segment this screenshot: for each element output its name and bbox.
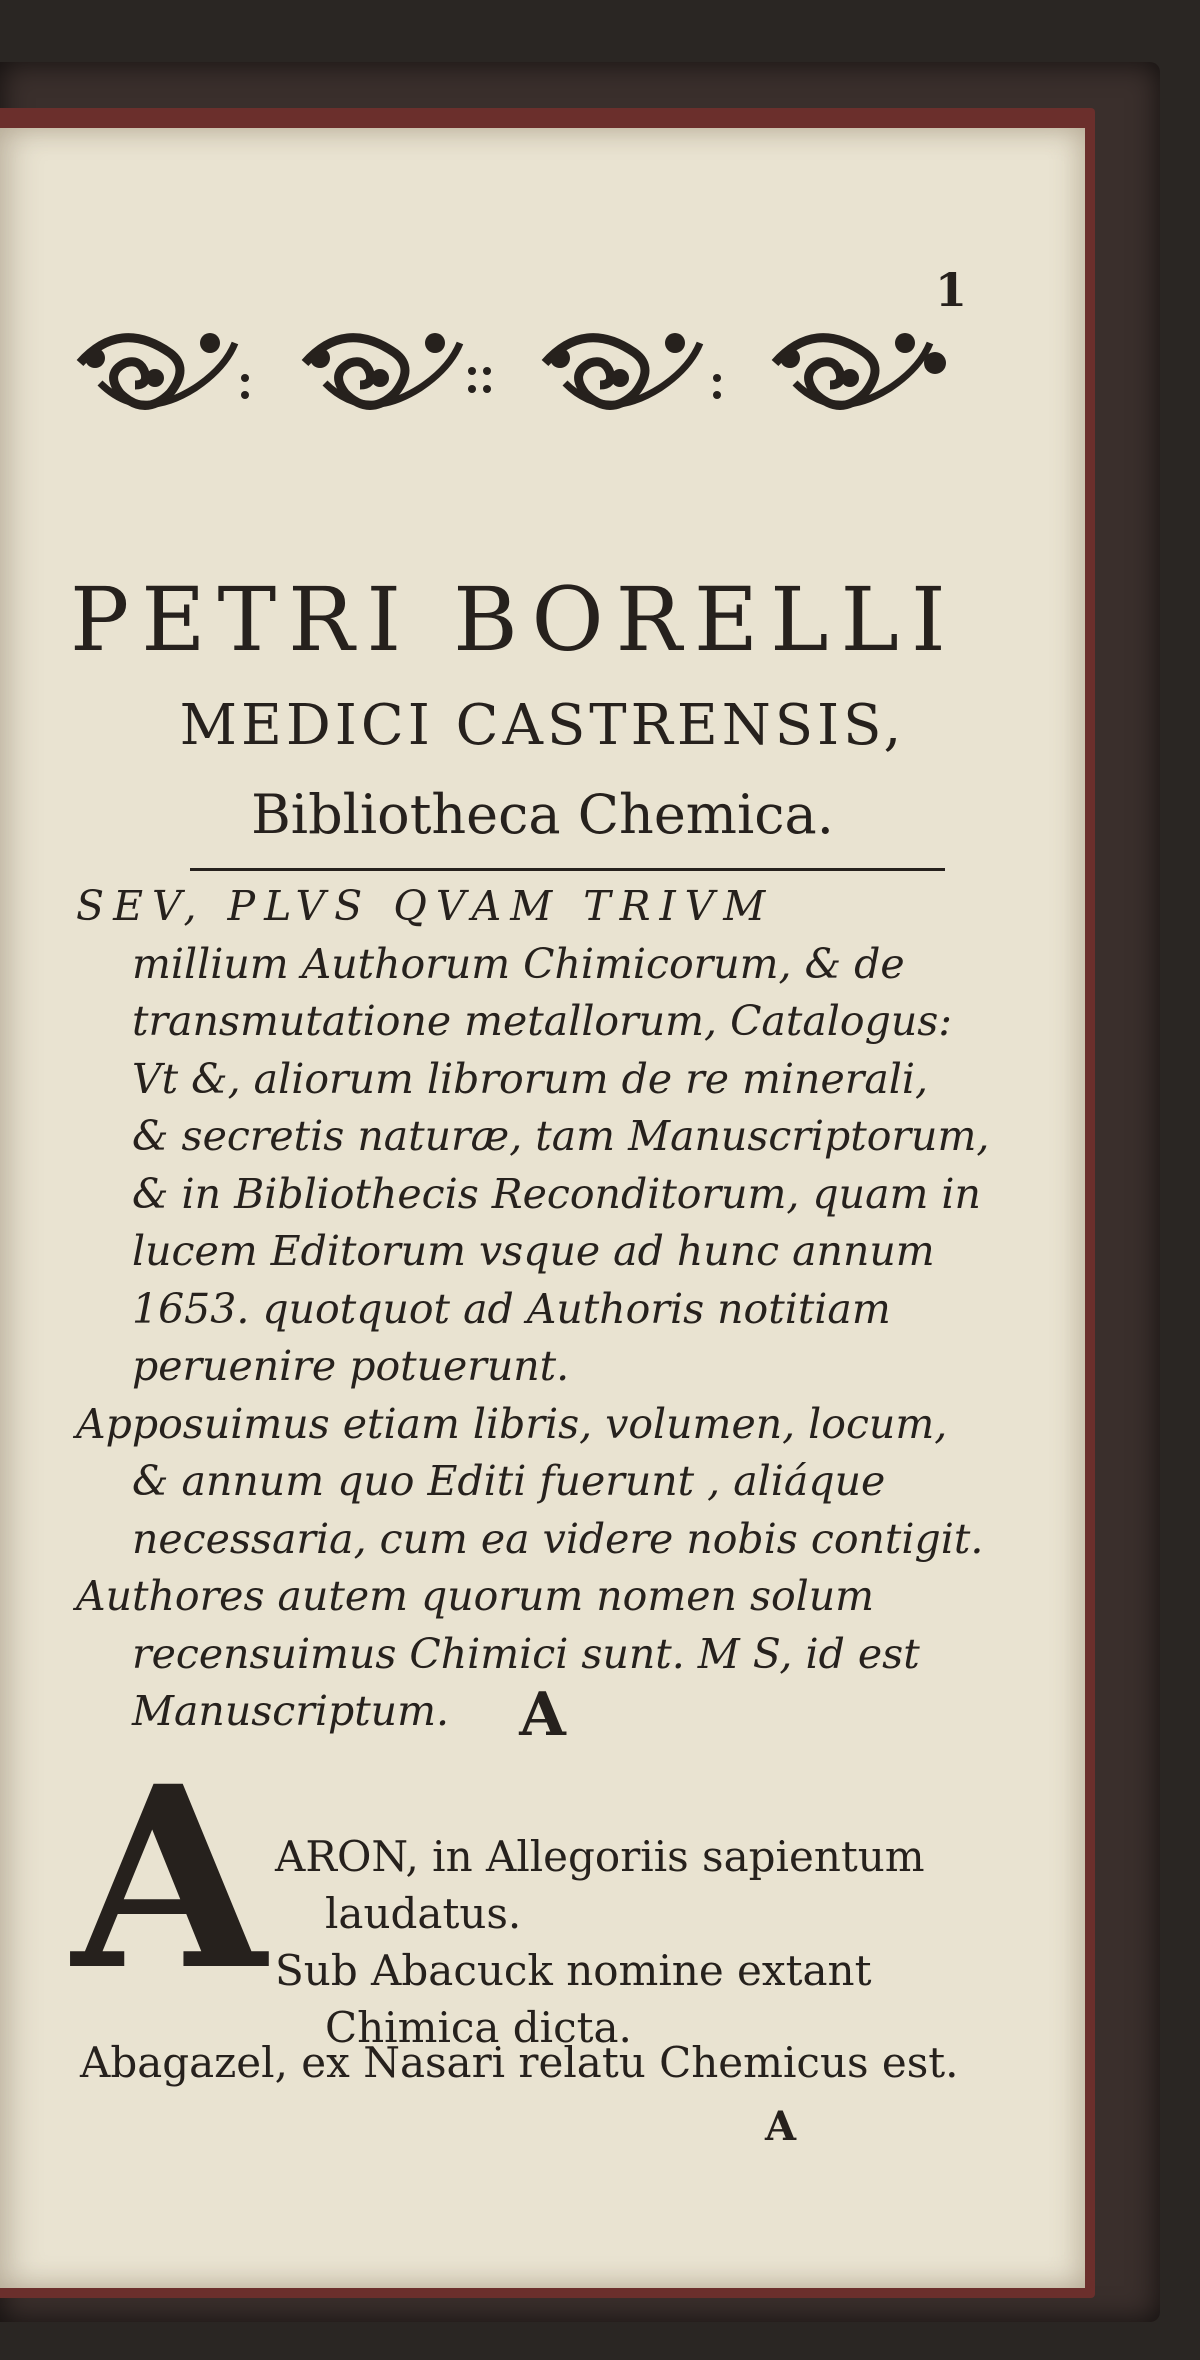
entry-line: Sub Abacuck nomine extant <box>275 1946 872 1995</box>
note-line: recensuimus Chimici sunt. M S, id est <box>132 1629 920 1678</box>
entry-line: Abagazel, ex Nasari relatu Chemicus est. <box>80 2038 959 2087</box>
headpiece-ornament <box>70 323 970 433</box>
title-role: MEDICI CASTRENSIS, <box>179 693 906 758</box>
entry-line: laudatus. <box>325 1889 522 1938</box>
subtitle-line: Vt &, aliorum librorum de re minerali, <box>132 1054 929 1103</box>
section-letter: A <box>519 1680 566 1750</box>
subtitle-line: SEV, PLVS QVAM TRIVM <box>76 882 775 930</box>
note-line: necessaria, cum ea videre nobis contigit. <box>132 1514 984 1563</box>
note-line: & annum quo Editi fuerunt , aliáque <box>132 1457 886 1505</box>
title-rule <box>190 868 945 871</box>
book-page <box>0 128 1085 2288</box>
title-work: Bibliotheca Chemica. <box>251 783 834 846</box>
subtitle-paragraph <box>76 878 990 1741</box>
subtitle-line: peruenire potuerunt. <box>132 1342 570 1390</box>
title-author: PETRI BORELLI <box>70 568 958 671</box>
entry-line: ARON, in Allegoriis sapientum <box>275 1832 925 1881</box>
note-line: Authores autem quorum nomen solum <box>76 1572 875 1620</box>
catchword: A <box>765 2103 797 2150</box>
entries-block <box>275 1828 995 2056</box>
subtitle-line: lucem Editorum vsque ad hunc annum <box>132 1227 935 1275</box>
entry-line: Chimica dicta. <box>325 2003 632 2052</box>
note-line: Manuscriptum. <box>132 1687 449 1735</box>
subtitle-line: & secretis naturæ, tam Manuscriptorum, <box>132 1112 990 1160</box>
subtitle-line: transmutatione metallorum, Catalogus: <box>132 997 953 1045</box>
subtitle-line: millium Authorum Chimicorum, & de <box>132 939 905 988</box>
drop-cap: A <box>72 1731 266 2025</box>
subtitle-line: 1653. quotquot ad Authoris notitiam <box>132 1284 891 1333</box>
note-line: Apposuimus etiam libris, volumen, locum, <box>76 1399 948 1448</box>
subtitle-line: & in Bibliothecis Reconditorum, quam in <box>132 1169 981 1218</box>
page-number: 1 <box>935 263 968 317</box>
